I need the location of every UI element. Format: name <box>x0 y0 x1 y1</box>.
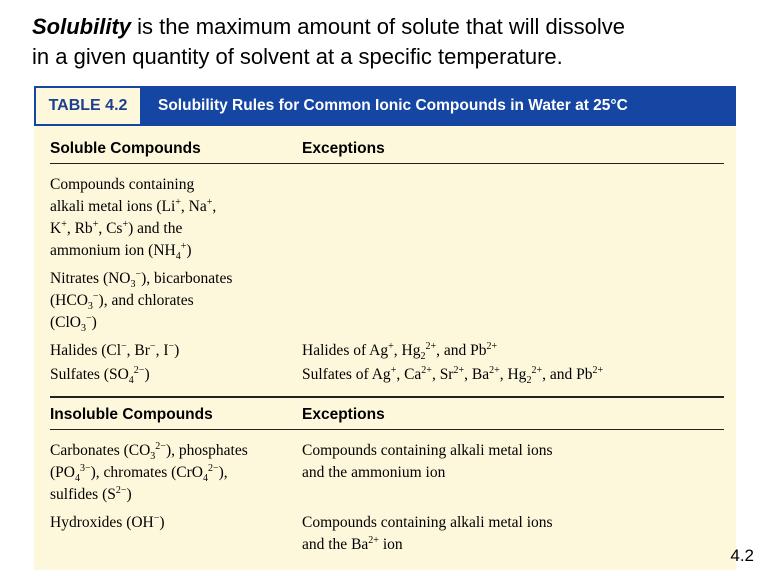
intro-definition <box>32 12 752 72</box>
exception-carbonates: Compounds containing alkali metal ions and the ammonium ion <box>302 442 553 481</box>
table-title: Solubility Rules for Common Ionic Compounds in Water at 25°C <box>158 97 628 114</box>
rule-insoluble-top <box>50 396 724 398</box>
exception-hydroxides: Compounds containing alkali metal ions and the $Ba^{2+}$ ion <box>302 514 553 553</box>
exception-halides: Halides of Ag+, $Hg_2^{2+}$, and $Pb^{2+}$ <box>302 340 498 363</box>
intro-line2: in a given quantity of solvent at a specific temperature. <box>32 44 563 69</box>
insoluble-row-hydroxides: Hydroxides (OH−) <box>50 512 165 531</box>
table-number: TABLE 4.2 <box>34 86 142 126</box>
table-header <box>34 86 736 126</box>
insoluble-exceptions-header: Exceptions <box>302 406 385 423</box>
term-solubility: Solubility <box>32 14 131 39</box>
intro-line1: is the maximum amount of solute that will dissolve <box>131 14 625 39</box>
page-number: 4.2 <box>730 546 754 565</box>
insoluble-row-carbonates: Carbonates $(CO_3^{2-})$, phosphates $(PO_4^{3-})$, chromates (CrO$_4^{2-}$), sulfides $(S^{2-})$ <box>50 440 248 503</box>
soluble-row-sulfates: Sulfates $(SO_4^{2-})$ <box>50 364 150 387</box>
soluble-row-nitrates: Nitrates $(NO_3^-)$, bicarbonates $(HCO_3^-)$, and chlorates (ClO$_3$−) <box>50 268 233 335</box>
soluble-compounds-header: Soluble Compounds <box>50 140 201 157</box>
rule-insoluble <box>50 429 724 430</box>
soluble-exceptions-header: Exceptions <box>302 140 385 157</box>
exception-sulfates: Sulfates of Ag+, $Ca^{2+}$, $Sr^{2+}$, $Ba^{2+}$, $Hg_2^{2+}$, and $Pb^{2+}$ <box>302 364 604 387</box>
rule-soluble <box>50 163 724 164</box>
solubility-table <box>34 86 736 570</box>
soluble-row-alkali: Compounds containing alkali metal ions (Li+, Na+, K+, Rb+, Cs+) and the ammonium ion $(NH_4^+)$ <box>50 176 217 263</box>
insoluble-compounds-header: Insoluble Compounds <box>50 406 213 423</box>
soluble-row-halides: Halides (Cl−, Br−, I−) <box>50 340 180 359</box>
